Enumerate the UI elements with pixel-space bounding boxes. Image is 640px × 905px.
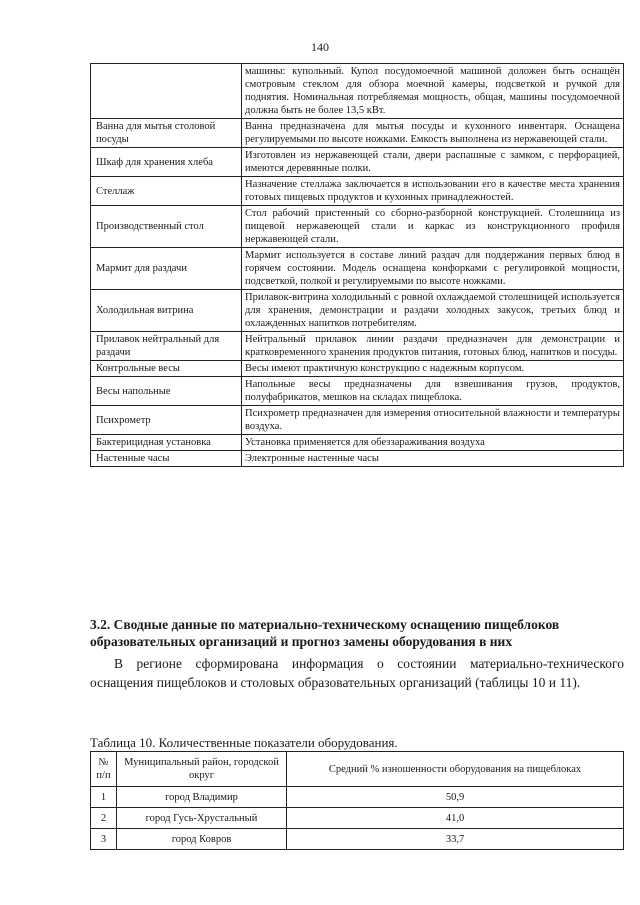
equipment-table [90, 63, 624, 467]
table-row [91, 435, 624, 451]
equipment-description-cell: машины: купольный. Купол посудомоечной машиной доложен быть оснащён смотровым стеклом для обзора моечной камеры, подсветкой и ручкой для поднятия. Номинальная потребляемая мощность, общая, машины посудомоечной должна быть не более 13,5 кВт. [242, 64, 624, 119]
table-cell: 2 [91, 808, 117, 829]
equipment-name-cell: Настенные часы [91, 451, 242, 467]
table-row [91, 787, 624, 808]
table-cell: 33,7 [287, 829, 624, 850]
equipment-name-cell: Шкаф для хранения хлеба [91, 148, 242, 177]
equipment-description-cell: Мармит используется в составе линий раздач для поддержания первых блюд в горячем состоянии. Модель оснащена конфорками с регулировкой мощности, подсветкой, полкой и регулируемыми по высоте ножками. [242, 248, 624, 290]
table-row [91, 829, 624, 850]
table-row [91, 248, 624, 290]
equipment-description-cell: Стол рабочий пристенный со сборно-разборной конструкцией. Столешница из пищевой нержавеющей стали и каркас из конструкционного профиля нержавеющей стали. [242, 206, 624, 248]
page-number: 140 [311, 40, 329, 54]
equipment-name-cell: Весы напольные [91, 377, 242, 406]
equipment-name-cell: Стеллаж [91, 177, 242, 206]
table-row [91, 64, 624, 119]
table-cell: город Гусь-Хрустальный [117, 808, 287, 829]
table-cell: 50,9 [287, 787, 624, 808]
table-row [91, 119, 624, 148]
equipment-name-cell: Холодильная витрина [91, 290, 242, 332]
equipment-name-cell: Прилавок нейтральный для раздачи [91, 332, 242, 361]
table10-header-cell: № п/п [91, 752, 117, 787]
table-row [91, 148, 624, 177]
table-row [91, 177, 624, 206]
table-row [91, 332, 624, 361]
equipment-description-cell: Ванна предназначена для мытья посуды и кухонного инвентаря. Оснащена регулируемыми по высоте ножками. Емкость выполнена из нержавеющей стали. [242, 119, 624, 148]
table-row [91, 290, 624, 332]
equipment-name-cell [91, 64, 242, 119]
table-cell: 3 [91, 829, 117, 850]
equipment-description-cell: Психрометр предназначен для измерения относительной влажности и температуры воздуха. [242, 406, 624, 435]
equipment-name-cell: Бактерицидная установка [91, 435, 242, 451]
table10-header-cell: Средний % изношенности оборудования на пищеблоках [287, 752, 624, 787]
table10-caption: Таблица 10. Количественные показатели оборудования. [90, 735, 398, 750]
equipment-name-cell: Психрометр [91, 406, 242, 435]
equipment-description-cell: Изготовлен из нержавеющей стали, двери распашные с замком, с перфорацией, имеются деревянные полки. [242, 148, 624, 177]
equipment-description-cell: Напольные весы предназначены для взвешивания грузов, продуктов, полуфабрикатов, мешков на складах пищеблока. [242, 377, 624, 406]
table10-header-row [91, 752, 624, 787]
equipment-name-cell: Контрольные весы [91, 361, 242, 377]
table-row [91, 406, 624, 435]
table-row [91, 206, 624, 248]
table-row [91, 451, 624, 467]
equipment-name-cell: Производственный стол [91, 206, 242, 248]
equipment-name-cell: Мармит для раздачи [91, 248, 242, 290]
table-cell: город Владимир [117, 787, 287, 808]
section-paragraph: В регионе сформирована информация о состоянии материально-технического оснащения пищеблоков и столовых образовательных организаций (таблицы 10 и 11). [90, 656, 624, 690]
equipment-description-cell: Назначение стеллажа заключается в использовании его в качестве места хранения готовых пищевых продуктов и кухонных принадлежностей. [242, 177, 624, 206]
table-row [91, 361, 624, 377]
equipment-description-cell: Весы имеют практичную конструкцию с надежным корпусом. [242, 361, 624, 377]
table-row [91, 377, 624, 406]
table-row [91, 808, 624, 829]
equipment-description-cell: Нейтральный прилавок линии раздачи предназначен для демонстрации и кратковременного хранения продуктов питания, готовых блюд, напитков и посуды. [242, 332, 624, 361]
table10-header-cell: Муниципальный район, городской округ [117, 752, 287, 787]
equipment-name-cell: Ванна для мытья столовой посуды [91, 119, 242, 148]
table10 [90, 751, 624, 850]
table-cell: 1 [91, 787, 117, 808]
table-cell: 41,0 [287, 808, 624, 829]
equipment-description-cell: Прилавок-витрина холодильный с ровной охлаждаемой столешницей используется для хранения, демонстрации и раздачи холодных закусок, третьих блюд и охлажденных напитков потребителям. [242, 290, 624, 332]
equipment-description-cell: Установка применяется для обеззараживания воздуха [242, 435, 624, 451]
table-cell: город Ковров [117, 829, 287, 850]
equipment-description-cell: Электронные настенные часы [242, 451, 624, 467]
section-heading: 3.2. Сводные данные по материально-техническому оснащению пищеблоков образовательных организаций и прогноз замены оборудования в них [90, 617, 560, 649]
